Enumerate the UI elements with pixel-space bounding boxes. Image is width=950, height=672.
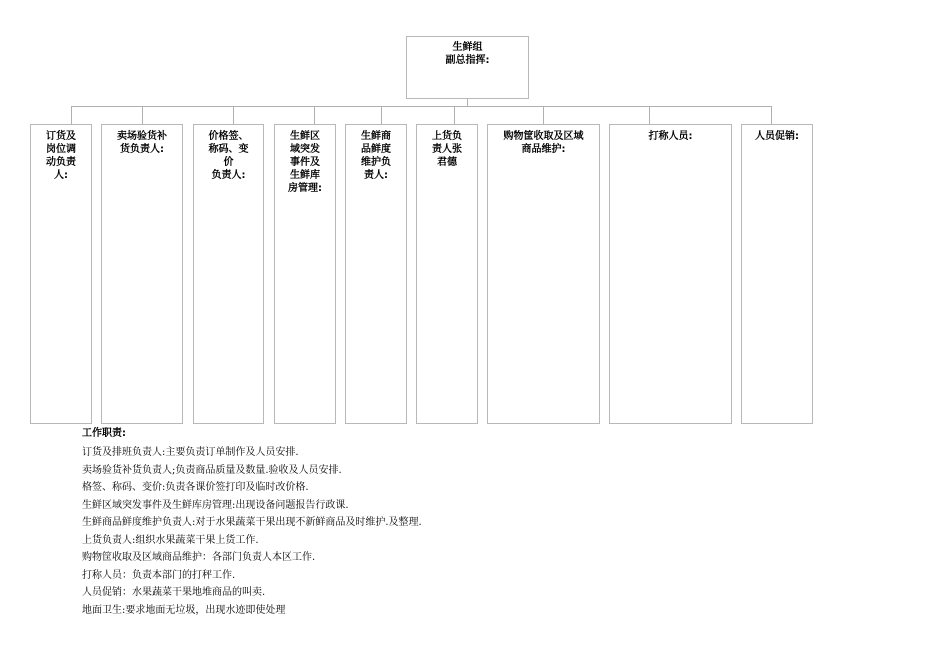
org-unit-box [30, 124, 92, 424]
org-unit-box [193, 124, 264, 424]
org-unit-label: 打称人员: [648, 131, 693, 142]
org-unit-label: 卖场验货补 货负责人: [117, 131, 167, 155]
duty-item: 上货负责人:组织水果蔬菜干果上货工作. [82, 534, 259, 546]
duty-item: 格签、称码、变价:负责各课价签打印及临时改价格. [82, 482, 309, 493]
connector-drop [233, 106, 234, 124]
org-unit-box [101, 124, 183, 424]
org-unit-box [741, 124, 813, 424]
org-unit-box [274, 124, 336, 424]
connector-drop [771, 106, 772, 124]
org-unit-label: 订货及 岗位调 动负责 人: [46, 131, 76, 181]
connector-drop [314, 106, 315, 124]
org-unit-box [609, 124, 732, 424]
org-unit-label: 生鲜商 品鲜度 维护负 责人: [361, 131, 391, 181]
org-top-label: 生鲜组 副总指挥: [445, 42, 490, 66]
org-unit-box [416, 124, 478, 424]
duties-section [82, 427, 682, 619]
connector-bus [71, 106, 772, 107]
connector-drop [71, 106, 72, 124]
connector-drop [543, 106, 544, 124]
org-unit-label: 价格签、 称码、变 价 负责人: [208, 131, 249, 181]
duty-item: 购物筐收取及区域商品维护：各部门负责人本区工作. [82, 552, 316, 563]
connector-drop [649, 106, 650, 124]
duty-item: 订货及排班负责人:主要负责订单制作及人员安排. [82, 447, 299, 458]
org-unit-box [487, 124, 600, 424]
connector-drop [381, 106, 382, 124]
org-unit-box [345, 124, 407, 424]
duty-item: 人员促销：水果蔬菜干果地堆商品的叫卖. [82, 587, 266, 598]
org-unit-label: 生鲜区 域突发 事件及 生鲜库 房管理: [288, 131, 322, 194]
org-unit-label: 购物筐收取及区域 商品维护: [503, 131, 584, 155]
duty-item: 卖场验货补货负责人;负责商品质量及数量.验收及人员安排. [82, 464, 342, 476]
duty-item: 生鲜商品鲜度维护负责人:对于水果蔬菜干果出现不新鲜商品及时维护.及整理. [82, 517, 422, 528]
duty-item: 地面卫生:要求地面无垃圾，出现水迹即使处理 [82, 604, 286, 616]
duty-item: 打称人员：负责本部门的打秤工作. [82, 569, 236, 581]
org-unit-label: 人员促销: [755, 131, 799, 142]
org-unit-label: 上货负 责人张 君德 [432, 131, 462, 168]
connector-drop [454, 106, 455, 124]
org-top-box [406, 36, 529, 99]
duty-item: 生鲜区域突发事件及生鲜库房管理:出现设备问题报告行政课. [82, 499, 349, 511]
duties-heading: 工作职责: [82, 428, 126, 439]
connector-drop [142, 106, 143, 124]
